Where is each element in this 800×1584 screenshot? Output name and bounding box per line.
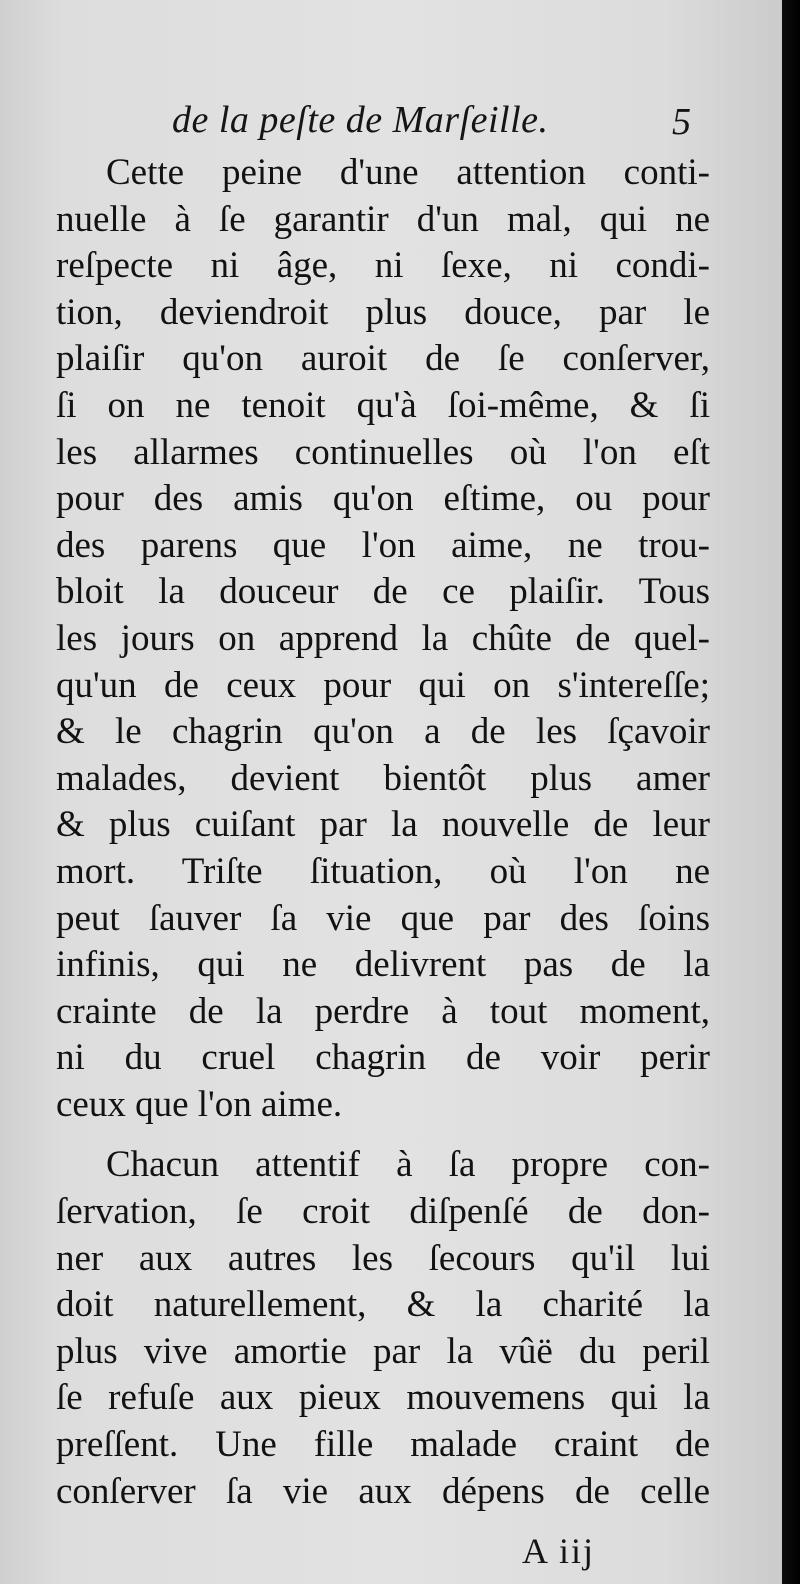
body-text [56,150,710,1515]
text-line: les jours on apprend la chûte de quel- [56,617,710,659]
text-line: peut ſauver ſa vie que par des ſoins [56,897,710,939]
text-line: qu'un de ceux pour qui on s'intereſſe; [56,664,710,706]
text-line: tion, deviendroit plus douce, par le [56,291,710,333]
text-line: ceux que l'on aime. [56,1083,343,1125]
text-line: des parens que l'on aime, ne trou- [56,524,710,566]
running-title: de la peſte de Marſeille. [172,99,549,141]
paragraph-1 [56,150,710,1128]
text-line: crainte de la perdre à tout moment, [56,990,710,1032]
text-line: ſe refuſe aux pieux mouvemens qui la [56,1377,710,1419]
text-line: pour des amis qu'on eſtime, ou pour [56,478,710,520]
text-line: ner aux autres les ſecours qu'il lui [56,1237,710,1279]
text-line: mort. Triſte ſituation, où l'on ne [56,850,710,892]
text-line: & le chagrin qu'on a de les ſçavoir [56,711,710,753]
page-header [0,98,782,148]
text-line: bloit la douceur de ce plaiſir. Tous [56,571,710,613]
text-line: les allarmes continuelles où l'on eſt [56,431,710,473]
text-line: Chacun attentif à ſa propre con- [106,1144,710,1186]
text-line: conſerver ſa vie aux dépens de celle [56,1470,710,1512]
signature-mark: A iij [522,1531,596,1571]
paragraph-spacer [56,1128,710,1142]
text-line: doit naturellement, & la charité la [56,1284,710,1326]
paragraph-2 [56,1142,710,1515]
text-line: preſſent. Une fille malade craint de [56,1424,710,1466]
text-line: ſi on ne tenoit qu'à ſoi-même, & ſi [56,384,710,426]
text-line: ſervation, ſe croit diſpenſé de don- [56,1191,710,1233]
text-line: Cette peine d'une attention conti- [106,152,710,193]
text-line: plaiſir qu'on auroit de ſe conſerver, [56,338,710,380]
text-line: nuelle à ſe garantir d'un mal, qui ne [56,198,710,240]
text-line: reſpecte ni âge, ni ſexe, ni condi- [56,245,710,287]
text-line: infinis, qui ne delivrent pas de la [56,944,710,986]
text-line: & plus cuiſant par la nouvelle de leur [56,804,710,846]
page-number: 5 [672,101,691,143]
text-line: plus vive amortie par la vûë du peril [56,1330,710,1372]
text-line: malades, devient bientôt plus amer [56,757,710,799]
text-line: ni du cruel chagrin de voir perir [56,1037,710,1079]
page-edge-shadow [782,0,800,1584]
